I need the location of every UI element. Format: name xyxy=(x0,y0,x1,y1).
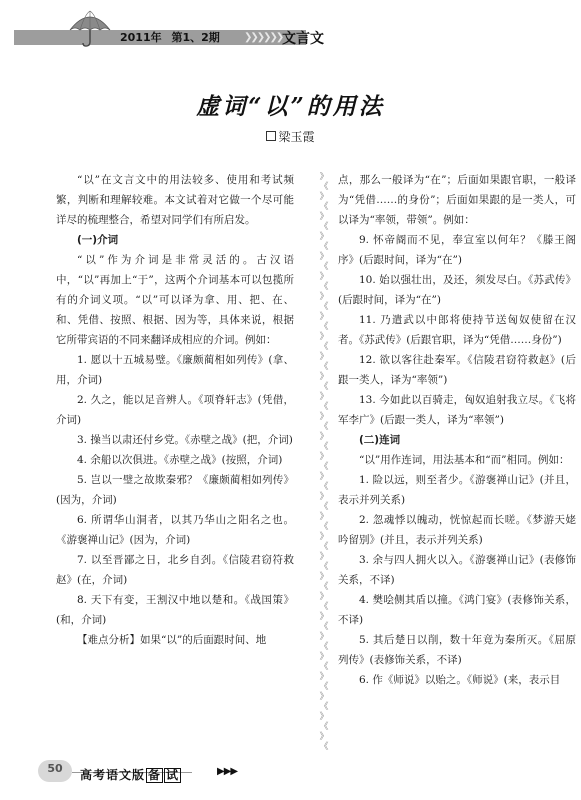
paragraph: “以”在文言文中的用法较多、使用和考试频繁，判断和理解较难。本文试着对它做一个尽可能详尽的梳理整合，希望对同学们有所启发。 xyxy=(56,174,294,226)
umbrella-icon xyxy=(68,8,112,48)
header-year: 2011年 xyxy=(120,31,162,44)
section-heading: (一)介词 xyxy=(77,234,119,246)
paragraph: 13. 今如此以百骑走，匈奴追射我立尽。《飞将军李广》(后跟一类人，译为“率领”) xyxy=(338,394,576,426)
paragraph: 2. 忽魂悸以魄动，恍惊起而长嗟。《梦游天姥吟留别》(并且，表示并列关系) xyxy=(338,514,576,546)
footer-magazine xyxy=(80,766,181,783)
paragraph: 5. 其后楚日以削，数十年竟为秦所灭。《屈原列传》(表修饰关系，不译) xyxy=(338,634,576,666)
author-name: 梁玉霞 xyxy=(278,130,315,144)
footer-box-2: 试 xyxy=(166,768,180,782)
footer-magazine-name: 高考语文版 xyxy=(80,768,146,782)
square-icon xyxy=(266,131,276,141)
paragraph: 2. 久之，能以足音辨人。《项脊轩志》(凭借，介词) xyxy=(56,394,294,426)
paragraph: 【难点分析】如果“以”的后面跟时间、地 xyxy=(77,634,267,646)
paragraph: 7. 以至晋鄙之日，北乡自刭。《信陵君窃符救赵》(在，介词) xyxy=(56,554,294,586)
paragraph: 12. 欲以客往赴秦军。《信陵君窃符救赵》(后跟一类人，译为“率领”) xyxy=(338,354,576,386)
paragraph: 8. 天下有变，王割汉中地以楚和。《战国策》(和，介词) xyxy=(56,594,294,626)
paragraph: “以”用作连词，用法基本和“而”相同。例如： xyxy=(359,454,570,466)
header-issue-number: 第1、2期 xyxy=(171,31,220,44)
paragraph: 1. 愿以十五城易璧。《廉颇蔺相如列传》(拿、用，介词) xyxy=(56,354,294,386)
triangle-right-icon: ▶▶▶ xyxy=(217,766,238,777)
header-section: 文言文 xyxy=(282,31,324,47)
paragraph: 10. 始以强壮出，及还，须发尽白。《苏武传》(后跟时间，译为“在”) xyxy=(338,274,576,306)
paragraph: 6. 所谓华山洞者，以其乃华山之阳名之也。《游褒禅山记》(因为，介词) xyxy=(56,514,294,546)
header-issue xyxy=(120,30,226,45)
right-column xyxy=(338,170,576,690)
paragraph: “以”作为介词是非常灵活的。古汉语中，“以”再加上“于”，这两个介词基本可以包揽所有的介词义项。“以”可以译为拿、用、把、在、和、凭借、按照、根据、因为等，具体来说，根据它所带宾语的不同来翻译成相应的介词。例如： xyxy=(56,254,294,346)
paragraph: 5. 岂以一璧之故欺秦邪？《廉颇蔺相如列传》(因为，介词) xyxy=(56,474,294,506)
paragraph: 1. 险以远，则至者少。《游褒禅山记》(并且，表示并列关系) xyxy=(338,474,576,506)
article-title: 虚词“以”的用法 xyxy=(196,93,385,120)
left-column xyxy=(56,170,294,650)
paragraph: 点，那么一般译为“在”；后面如果跟官职，一般译为“凭借……的身份”；后面如果跟的是一类人，可以译为“率领，带领”。例如： xyxy=(338,174,576,226)
section-heading: (二)连词 xyxy=(359,434,401,446)
page-number: 50 xyxy=(47,762,63,775)
paragraph: 11. 乃遣武以中郎将使持节送匈奴使留在汉者。《苏武传》(后跟官职，译为“凭借……身份”) xyxy=(338,314,576,346)
footer-box-1: 备 xyxy=(148,768,162,782)
chevron-right-icon: ❯❯❯❯❯❯ xyxy=(244,32,283,43)
paragraph: 3. 余与四人拥火以入。《游褒禅山记》(表修饰关系，不译) xyxy=(338,554,576,586)
paragraph: 9. 怀帝阍而不见，奉宣室以何年？《滕王阁序》(后跟时间，译为“在”) xyxy=(338,234,576,266)
paragraph: 4. 樊哙侧其盾以撞。《鸿门宴》(表修饰关系，不译) xyxy=(338,594,576,626)
column-divider: 》 《 》 《 》 《 》 《 》 《 》 《 》 《 》 《 》 《 》 《 》 《 》 《 》 《 》 《 》 《 》 《 》 《 》 《 》 《 》 《 》 《 》 《 》 《 》 《 》 《 》 《 》 《 》 《 》 《 xyxy=(319,172,329,752)
paragraph: 3. 操当以肃还付乡党。《赤壁之战》(把，介词) xyxy=(77,434,293,446)
author-row xyxy=(0,128,581,145)
paragraph: 6. 作《师说》以贻之。《师说》(来，表示目 xyxy=(359,674,561,686)
paragraph: 4. 余船以次俱进。《赤壁之战》(按照，介词) xyxy=(77,454,283,466)
